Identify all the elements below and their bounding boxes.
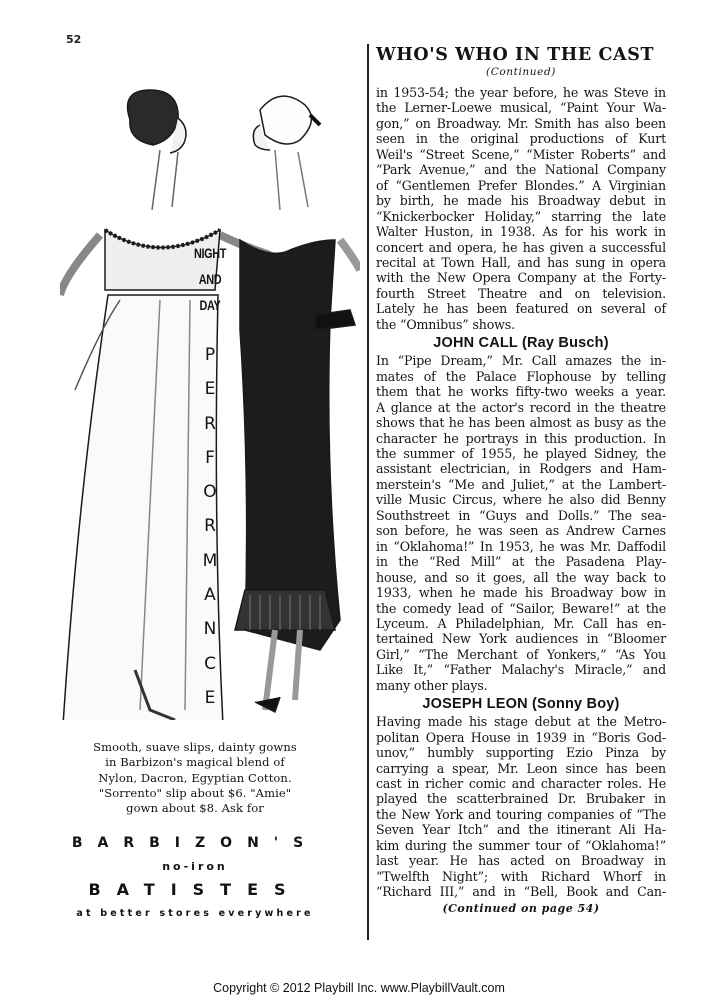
article-line: tertained New York audiences in “Bloomer	[376, 631, 666, 647]
article-line: son before, he was seen as Andrew Carnes	[376, 523, 666, 539]
continued-note: (Continued on page 54)	[442, 901, 600, 915]
article-line: last year. He has acted on Broadway in	[376, 853, 666, 869]
article-line: carrying a spear, Mr. Leon since has been	[376, 760, 666, 776]
whos-who-article	[376, 44, 666, 915]
column-divider	[367, 44, 369, 940]
article-line: Southstreet in “Guys and Dolls.” The sea-	[376, 507, 666, 523]
article-line: unov,” humbly supporting Ezio Pinza by	[376, 745, 666, 761]
article-line: “Knickerbocker Holiday,” starring the late	[376, 208, 666, 224]
copyright-footer: Copyright © 2012 Playbill Inc. www.PlaybillVault.com	[213, 981, 505, 995]
article-line: ville Music Circus, where he also did Benny	[376, 492, 666, 508]
article-line: kim during the summer tour of “Oklahoma!”	[376, 837, 666, 853]
article-line: assistant electrician, in Rodgers and Ham-	[376, 461, 666, 477]
brand-name: BARBIZON'S	[71, 835, 319, 851]
article-paragraph	[376, 714, 666, 899]
article-line: Lyceum. A Philadelphian, Mr. Call has en-	[376, 615, 666, 631]
article-subtitle: (Continued)	[486, 66, 556, 78]
article-line: them that he works fifty-two weeks a year.	[376, 384, 666, 400]
article-line: with the New Opera Company at the Forty-	[376, 270, 666, 286]
article-line: house, and so it goes, all the way back to	[376, 569, 666, 585]
article-line: Having made his stage debut at the Metro-	[376, 714, 666, 730]
article-line: Seven Year Itch” and the itinerant Ali Ha-	[376, 822, 666, 838]
ad-body-copy: Smooth, suave slips, dainty gowns in Barbizon's magical blend of Nylon, Dacron, Egyptian Cotton. "Sorrento" slip about $6. "Amie" gown about $8. Ask for	[93, 740, 297, 816]
article-line: Like It,” “Father Malachy's Miracle,” and	[376, 662, 666, 678]
article-line: character he portrays in this production. In	[376, 430, 666, 446]
article-line: “Park Avenue,” and the National Company	[376, 162, 666, 178]
page-number: 52	[66, 33, 82, 46]
article-line: concert and opera, he has given a successful	[376, 239, 666, 255]
article-line: 1933, when he made his Broadway bow in	[376, 585, 666, 601]
article-line: “Richard III,” and in “Bell, Book and Can-	[376, 884, 666, 900]
article-line: “Twelfth Night”; with Richard Whorf in	[376, 868, 666, 884]
article-line: Weil's “Street Scene,” “Mister Roberts” and	[376, 146, 666, 162]
article-line: the “Omnibus” shows.	[376, 316, 515, 332]
night-and-day-headline: NIGHT AND DAY	[193, 245, 227, 313]
barbizon-advertisement	[0, 0, 366, 960]
article-paragraph	[376, 85, 666, 332]
article-line: A glance at the actor's record in the theatre	[376, 399, 666, 415]
article-line: in the “Red Mill” at the Pasadena Play-	[376, 554, 666, 570]
article-line: shows that he has been almost as busy as the	[376, 415, 666, 431]
performance-vertical-text: P E R F O R M A N C E	[202, 345, 218, 708]
article-line: Girl,” “The Merchant of Yonkers,” “As You	[376, 646, 666, 662]
article-line: many other plays.	[376, 677, 488, 693]
article-line: cast in richer comic and character roles. He	[376, 776, 666, 792]
product-name: BATISTES	[88, 880, 302, 899]
article-line: in “Oklahoma!” In 1953, he was Mr. Daffodil	[376, 538, 666, 554]
article-line: the summer of 1955, he played Sidney, the	[376, 445, 666, 461]
brand-subtitle: no-iron	[162, 860, 228, 873]
article-line: politan Opera House in 1939 in “Boris God-	[376, 729, 666, 745]
article-line: the Lerner-Loewe musical, “Paint Your Wa-	[376, 100, 666, 116]
article-paragraph	[376, 353, 666, 693]
article-line: by birth, he made his Broadway debut in	[376, 193, 666, 209]
article-line: seen in the original productions of Kurt	[376, 131, 666, 147]
article-line: In “Pipe Dream,” Mr. Call amazes the in-	[376, 353, 666, 369]
article-line: merstein's “Me and Juliet,” at the Lambert-	[376, 476, 666, 492]
article-line: Walter Huston, in 1938. As for his work in	[376, 224, 666, 240]
article-line: the comedy lead of “Sailor, Beware!” at the	[376, 600, 666, 616]
ad-tagline: at better stores everywhere	[76, 908, 314, 919]
article-line: the New York and touring companies of “The	[376, 806, 666, 822]
article-line: in 1953-54; the year before, he was Steve in	[376, 85, 666, 100]
article-line: played the scatterbrained Dr. Brubaker in	[376, 791, 666, 807]
article-line: mates of the Palace Flophouse by telling	[376, 368, 666, 384]
article-line: fourth Street Theatre and on television.	[376, 285, 666, 301]
cast-heading-john-call: JOHN CALL (Ray Busch)	[433, 335, 609, 352]
article-title: WHO'S WHO IN THE CAST	[376, 45, 655, 65]
article-line: recital at Town Hall, and has sung in opera	[376, 254, 666, 270]
article-line: of “Gentlemen Prefer Blondes.” A Virginian	[376, 177, 666, 193]
woman-black-slip	[235, 96, 360, 712]
article-line: gon,” on Broadway. Mr. Smith has also been	[376, 115, 666, 131]
article-line: Lately he has been featured on several of	[376, 301, 666, 317]
cast-heading-joseph-leon: JOSEPH LEON (Sonny Boy)	[422, 696, 620, 713]
